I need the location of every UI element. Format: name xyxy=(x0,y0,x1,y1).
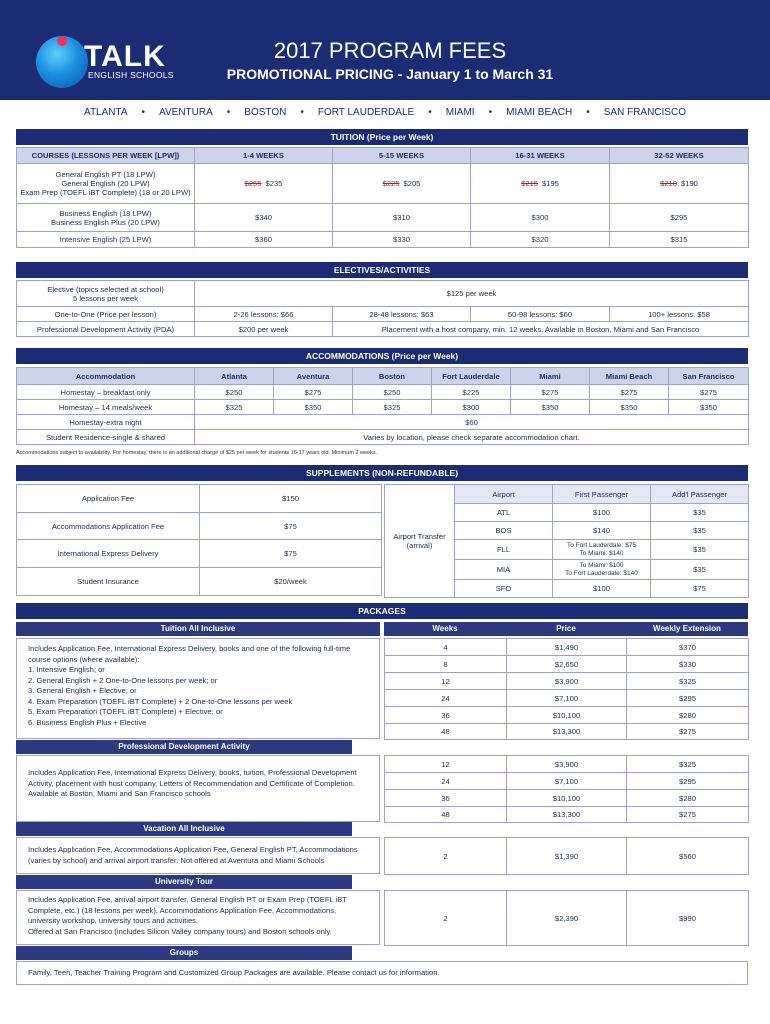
price-cell: $275 xyxy=(669,385,749,400)
old-price: $225 xyxy=(382,179,400,188)
column-header: COURSES (LESSONS PER WEEK [LPW]) xyxy=(17,148,195,164)
table-row xyxy=(17,307,749,322)
table-row xyxy=(17,164,749,204)
description-line: Includes Application Fee, International Express Delivery, books, tuition, Professional Development xyxy=(28,768,357,777)
description-line: 4. Exam Preparation (TOEFL iBT Complete) + 2 One-to-One lessons per week xyxy=(28,696,293,706)
extension-cell: $990 xyxy=(627,891,749,946)
page-title: 2017 PROGRAM FEES xyxy=(273,38,507,63)
weeks-cell: 4 xyxy=(385,639,507,656)
vacation-package-description xyxy=(28,845,378,866)
city-aventura: AVENTURA xyxy=(159,106,213,118)
logo-subtext: ENGLISH SCHOOLS xyxy=(88,70,174,80)
price-cell: 50-98 lessons: $60 xyxy=(471,307,610,322)
price-cell: $225 xyxy=(432,385,511,400)
promo-price: $235 xyxy=(265,179,283,188)
weeks-cell: 36 xyxy=(385,707,507,724)
groups-title: Groups xyxy=(16,946,352,960)
price-header: Price xyxy=(506,622,626,636)
table-row xyxy=(17,540,382,568)
column-header: Aventura xyxy=(274,368,353,385)
extension-cell: $275 xyxy=(627,807,749,823)
price-cell: $150 xyxy=(200,485,382,513)
price-line: To Fort Lauderdale: $75 xyxy=(566,542,637,549)
table-row xyxy=(385,656,749,673)
accommodations-section-title: ACCOMMODATIONS (Price per Week) xyxy=(16,348,748,364)
old-price: $215 xyxy=(521,179,538,188)
extension-cell: $295 xyxy=(627,773,749,790)
course-cell xyxy=(17,204,195,232)
column-header: 16-31 WEEKS xyxy=(471,148,610,164)
airport-transfer-table xyxy=(384,484,749,598)
note-cell: Varies by location, please check separate accommodation chart. xyxy=(195,430,749,445)
airport-transfer-subtitle: (arrival) xyxy=(406,541,433,550)
price-cell: $350 xyxy=(590,400,669,415)
weeks-cell: 24 xyxy=(385,690,507,707)
table-row xyxy=(17,430,749,445)
extension-cell: $330 xyxy=(627,656,749,673)
bullet-icon: • xyxy=(488,106,493,118)
table-row xyxy=(385,790,749,807)
price-line: To Miami: $100 xyxy=(579,562,624,569)
table-row xyxy=(17,232,749,248)
weeks-cell: 12 xyxy=(385,756,507,773)
price-cell xyxy=(610,164,749,204)
price-cell: $100 xyxy=(553,580,651,598)
description-line: Includes Application Fee, Accommodations Application Fee, General English PT, Accommodations xyxy=(28,845,358,854)
price-cell: $315 xyxy=(610,232,749,248)
column-header: Airport xyxy=(455,485,553,504)
elective-cell xyxy=(17,281,195,307)
vacation-package-table xyxy=(384,837,749,875)
course-name: General English (20 LPW) xyxy=(61,179,150,188)
price-cell: $3,900 xyxy=(507,756,627,773)
description-line: course options (where available): xyxy=(28,654,140,664)
column-header: 32-52 WEEKS xyxy=(610,148,749,164)
weeks-cell: 12 xyxy=(385,673,507,690)
packages-section-title: PACKAGES xyxy=(16,603,748,619)
supplements-section-title: SUPPLEMENTS (NON-REFUNDABLE) xyxy=(16,465,748,481)
price-cell: $200 per week xyxy=(195,322,333,337)
weeks-cell: 48 xyxy=(385,807,507,823)
tuition-all-inclusive-title: Tuition All Inclusive xyxy=(16,622,380,636)
header-banner xyxy=(0,0,770,100)
price-cell: $3,900 xyxy=(507,673,627,690)
city-miami-beach: MIAMI BEACH xyxy=(506,106,573,118)
extension-cell: $275 xyxy=(627,724,749,740)
price-cell xyxy=(553,540,651,560)
table-header-row xyxy=(17,368,749,385)
extension-cell: $295 xyxy=(627,690,749,707)
airport-code: BOS xyxy=(455,522,553,540)
price-cell: $1,390 xyxy=(507,838,627,875)
extension-cell: $370 xyxy=(627,639,749,656)
extension-cell: $325 xyxy=(627,756,749,773)
weeks-cell: 2 xyxy=(385,891,507,946)
airport-code: SFO xyxy=(455,580,553,598)
table-row xyxy=(17,400,749,415)
table-row xyxy=(385,891,749,946)
note-cell: Placement with a host company, min. 12 weeks. Available in Boston, Miami and San Francisco xyxy=(333,322,749,337)
old-price: $210 xyxy=(660,179,677,188)
promo-price: $190 xyxy=(681,179,698,188)
table-row xyxy=(385,673,749,690)
page-subtitle: PROMOTIONAL PRICING - January 1 to March 31 xyxy=(226,66,554,82)
university-tour-description xyxy=(28,895,378,937)
city-list xyxy=(0,102,770,122)
column-header: Fort Lauderdale xyxy=(432,368,511,385)
price-cell: $13,300 xyxy=(507,807,627,823)
vacation-package-title: Vacation All Inclusive xyxy=(16,822,352,836)
description-line: Available at Boston, Miami and San Francisco schools xyxy=(28,789,211,798)
price-cell: $320 xyxy=(471,232,610,248)
table-row xyxy=(17,485,382,513)
bullet-icon: • xyxy=(226,106,231,118)
table-row xyxy=(385,756,749,773)
course-name: Business English Plus (20 LPW) xyxy=(51,217,160,227)
accommodations-table xyxy=(16,367,749,445)
old-price: $255 xyxy=(244,179,262,188)
price-cell: $35 xyxy=(651,504,749,522)
price-cell: $10,100 xyxy=(507,707,627,724)
logo-dot-icon xyxy=(57,36,67,46)
price-cell: $60 xyxy=(195,415,749,430)
supplements-table xyxy=(16,484,382,596)
price-cell: $20/week xyxy=(200,568,382,596)
bullet-icon: • xyxy=(428,106,432,118)
description-line: Includes Application Fee, International Express Delivery, books and one of the following full-time xyxy=(28,644,351,653)
label-cell: International Express Delivery xyxy=(17,540,200,568)
extension-cell: $560 xyxy=(627,838,749,875)
description-line: Includes Application Fee, arrival airport transfer, General English PT or Exam Prep (TOEFL iBT xyxy=(28,895,347,904)
price-cell: $1,490 xyxy=(507,639,627,656)
column-header: Miami xyxy=(511,368,590,385)
course-name: Business English (18 LPW) xyxy=(59,208,152,218)
extension-cell: $280 xyxy=(627,707,749,724)
price-cell: $250 xyxy=(353,385,432,400)
price-cell: $340 xyxy=(195,204,333,232)
description-line: 6. Business English Plus + Elective xyxy=(28,717,147,727)
airport-transfer-title: Airport Transfer xyxy=(393,532,446,541)
airport-transfer-label xyxy=(385,485,455,598)
city-san-francisco: SAN FRANCISCO xyxy=(603,106,686,118)
weekly-extension-header: Weekly Extension xyxy=(626,622,748,636)
course-cell xyxy=(17,164,195,204)
city-fort-lauderdale: FORT LAUDERDALE xyxy=(317,106,415,118)
elective-name: Elective (topics selected at school) xyxy=(47,284,164,294)
university-tour-table xyxy=(384,890,749,946)
description-line: 2. General English + 2 One-to-One lessons per week; or xyxy=(28,675,218,685)
price-cell: $75 xyxy=(651,580,749,598)
table-row xyxy=(17,513,382,540)
price-cell: $350 xyxy=(669,400,749,415)
table-row xyxy=(385,807,749,823)
price-cell: $100 xyxy=(553,504,651,522)
table-row xyxy=(17,385,749,400)
label-cell: Homestay – breakfast only xyxy=(17,385,195,400)
label-cell: Professional Development Activity (PDA) xyxy=(17,322,195,337)
course-name: Exam Prep (TOEFL iBT Complete) (18 or 20 LPW) xyxy=(20,188,191,197)
bullet-icon: • xyxy=(586,106,590,118)
column-header: San Francisco xyxy=(669,368,749,385)
description-line: university workshop, university tours and activities. xyxy=(28,916,199,925)
weeks-cell: 8 xyxy=(385,656,507,673)
price-cell: $140 xyxy=(553,522,651,540)
pda-package-table xyxy=(384,755,749,823)
weeks-cell: 24 xyxy=(385,773,507,790)
price-cell: $10,100 xyxy=(507,790,627,807)
pda-package-title: Professional Development Activity xyxy=(16,740,352,754)
column-header: 1-4 WEEKS xyxy=(195,148,333,164)
price-cell: $7,100 xyxy=(507,690,627,707)
table-row xyxy=(385,838,749,875)
price-cell: 2-26 lessons: $66 xyxy=(195,307,333,322)
price-cell: $325 xyxy=(195,400,274,415)
column-header: First Passenger xyxy=(553,485,651,504)
price-cell xyxy=(553,560,651,580)
label-cell: Student Residence-single & shared xyxy=(17,430,195,445)
weeks-cell: 36 xyxy=(385,790,507,807)
table-row xyxy=(385,690,749,707)
price-cell: $7,100 xyxy=(507,773,627,790)
label-cell: One-to-One (Price per lesson) xyxy=(17,307,195,322)
city-boston: BOSTON xyxy=(244,106,287,118)
description-line: (varies by school) and arrival airport transfer. Not offered at Aventura and Miami Schools xyxy=(28,855,325,865)
price-cell: $295 xyxy=(610,204,749,232)
weeks-header: Weeks xyxy=(384,622,506,636)
table-row xyxy=(17,415,749,430)
price-cell: $13,300 xyxy=(507,724,627,740)
price-cell: $35 xyxy=(651,522,749,540)
price-cell: $360 xyxy=(195,232,333,248)
price-line: To Fort Lauderdale: $140 xyxy=(565,569,638,577)
price-cell xyxy=(333,164,471,204)
label-cell: Application Fee xyxy=(17,485,200,513)
price-cell: $275 xyxy=(590,385,669,400)
description-line: 1. Intensive English; or xyxy=(28,665,105,674)
extension-cell: $280 xyxy=(627,790,749,807)
column-header: 5-15 WEEKS xyxy=(333,148,471,164)
course-cell: Intensive English (25 LPW) xyxy=(17,232,195,248)
column-header: Add'l Passenger xyxy=(651,485,749,504)
description-line: 5. Exam Preparation (TOEFL iBT Complete) + Elective; or xyxy=(28,707,223,716)
price-cell: $300 xyxy=(471,204,610,232)
bullet-icon: • xyxy=(300,106,304,118)
price-cell: $35 xyxy=(651,560,749,580)
price-cell: $125 per week xyxy=(195,281,749,307)
column-header: Atlanta xyxy=(195,368,274,385)
price-cell: $275 xyxy=(511,385,590,400)
price-cell xyxy=(195,164,333,204)
weeks-cell: 2 xyxy=(385,838,507,875)
column-header: Miami Beach xyxy=(590,368,669,385)
city-atlanta: ATLANTA xyxy=(84,106,128,118)
table-row xyxy=(385,639,749,656)
price-cell: $330 xyxy=(333,232,471,248)
description-line: Activity, placement with host company, Letters of Recommendation and Certificate of Completion. xyxy=(28,778,355,788)
price-cell xyxy=(471,164,610,204)
price-cell: $350 xyxy=(274,400,353,415)
price-cell: $35 xyxy=(651,540,749,560)
table-header-row xyxy=(385,485,749,504)
price-line: To Miami: $140 xyxy=(579,549,624,557)
label-cell: Student Insurance xyxy=(17,568,200,596)
groups-description: Family, Teen, Teacher Training Program and Customized Group Packages are available. Please contact us for information. xyxy=(28,968,440,977)
university-tour-title: University Tour xyxy=(16,875,352,889)
price-cell: $2,390 xyxy=(507,891,627,946)
table-row xyxy=(17,204,749,232)
city-miami: MIAMI xyxy=(445,106,475,118)
airport-code: FLL xyxy=(455,540,553,560)
table-row xyxy=(17,281,749,307)
price-cell: 28-48 lessons: $63 xyxy=(333,307,471,322)
label-cell: Homestay-extra night xyxy=(17,415,195,430)
electives-section-title: ELECTIVES/ACTIVITIES xyxy=(16,262,748,278)
airport-code: MIA xyxy=(455,560,553,580)
price-cell: 100+ lessons: $58 xyxy=(610,307,749,322)
table-row xyxy=(17,568,382,596)
price-cell: $250 xyxy=(195,385,274,400)
bullet-icon: • xyxy=(141,106,146,118)
tuition-all-inclusive-description xyxy=(28,644,378,728)
airport-code: ATL xyxy=(455,504,553,522)
price-cell: $350 xyxy=(511,400,590,415)
promo-price: $195 xyxy=(542,179,559,188)
weeks-cell: 48 xyxy=(385,724,507,740)
label-cell: Accommodations Application Fee xyxy=(17,513,200,540)
price-cell: $75 xyxy=(200,540,382,568)
column-header: Accommodation xyxy=(17,368,195,385)
course-name: General English PT (18 LPW) xyxy=(55,170,156,179)
description-line: Complete, etc.) (18 lessons per week), Accommodations Application Fee, Accommodations, xyxy=(28,905,337,915)
price-cell: $300 xyxy=(432,400,511,415)
promo-price: $205 xyxy=(403,179,421,188)
table-header-row xyxy=(17,148,749,164)
extension-cell: $325 xyxy=(627,673,749,690)
label-cell: Homestay – 14 meals/week xyxy=(17,400,195,415)
description-line: 3. General English + Elective; or xyxy=(28,686,137,695)
tuition-section-title: TUITION (Price per Week) xyxy=(16,129,748,145)
pda-package-description xyxy=(28,768,378,800)
price-cell: $310 xyxy=(333,204,471,232)
column-header: Boston xyxy=(353,368,432,385)
table-row xyxy=(385,724,749,740)
price-cell: $275 xyxy=(274,385,353,400)
price-cell: $325 xyxy=(353,400,432,415)
price-cell: $75 xyxy=(200,513,382,540)
description-line: Offered at San Francisco (includes Silicon Valley company tours) and Boston schools only. xyxy=(28,926,332,936)
tuition-table xyxy=(16,147,749,248)
logo-text: TALK xyxy=(84,40,166,73)
price-cell: $2,650 xyxy=(507,656,627,673)
tuition-package-table xyxy=(384,638,749,740)
accommodations-footnote: Accommodations subject to availability. For homestay, there is an additional charge of $25 per week for students 16-17 years old. Minimum 2 weeks. xyxy=(16,450,378,456)
table-row xyxy=(385,707,749,724)
elective-detail: 5 lessons per week xyxy=(72,293,138,303)
table-row xyxy=(385,773,749,790)
electives-table xyxy=(16,280,749,337)
table-row xyxy=(17,322,749,337)
